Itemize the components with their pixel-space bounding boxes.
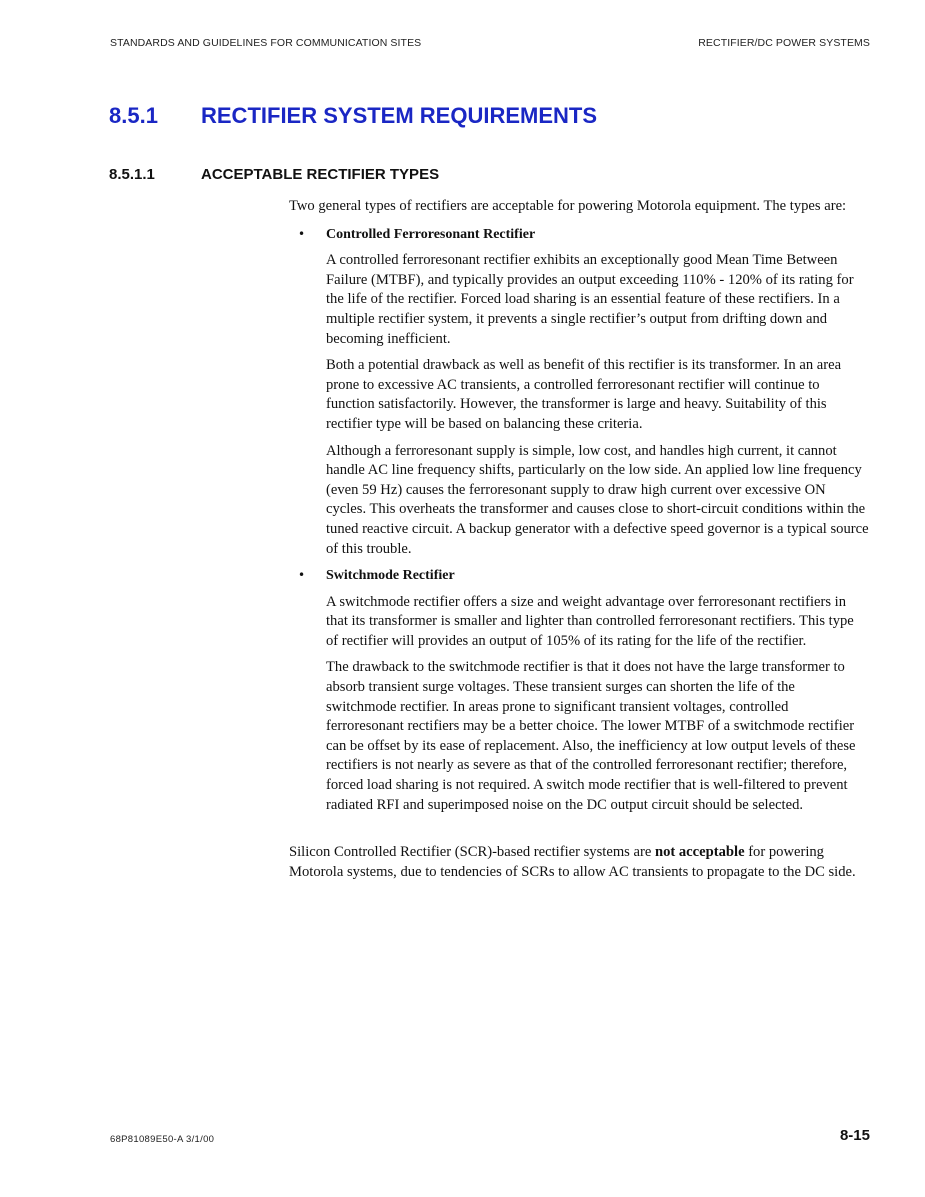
subsection-number: 8.5.1.1 [109, 166, 155, 183]
body-text [289, 197, 869, 882]
bullet-item [289, 566, 869, 586]
bullet-paragraph: A controlled ferroresonant rectifier exhibits an exceptionally good Mean Time Between Failure (MTBF), and typically provides an output exceeding 110% - 120% of its rating for the life of the rectifier. Forced load sharing is an essential feature of these rectifiers. In a multiple rectifier system, it prevents a single rectifier’s output from drifting down and becoming inefficient. [326, 252, 854, 347]
bullet-dot-icon: • [298, 568, 306, 583]
bullet-title: Controlled Ferroresonant Rectifier [326, 226, 536, 242]
section-title: RECTIFIER SYSTEM REQUIREMENTS [201, 103, 598, 128]
bullet-paragraph: A switchmode rectifier offers a size and weight advantage over ferroresonant rectifiers in that its transformer is smaller and lighter than controlled ferroresonant rectifiers. This type of rectifier will provides an output of 105% of its rating for the life of the rectifier. [326, 593, 854, 649]
page-header [110, 37, 870, 55]
bullet-paragraph: Both a potential drawback as well as benefit of this rectifier is its transformer. In an area prone to excessive AC transients, a controlled ferroresonant rectifier will continue to function satisfactorily. However, the transformer is large and heavy. Suitability of this rectifier type will be based on balancing these criteria. [326, 357, 842, 432]
closing-paragraph [289, 843, 869, 882]
bullet-dot-icon: • [298, 226, 306, 241]
page-number: 8-15 [839, 1127, 870, 1144]
document-id: 68P81089E50-A 3/1/00 [110, 1134, 215, 1145]
subsection-title: ACCEPTABLE RECTIFIER TYPES [201, 166, 440, 183]
closing-emphasis: not acceptable [654, 844, 745, 861]
bullet-item [289, 225, 869, 245]
header-left-text: STANDARDS AND GUIDELINES FOR COMMUNICATION SITES [110, 37, 422, 49]
intro-paragraph: Two general types of rectifiers are acceptable for powering Motorola equipment. The types are: [289, 198, 847, 214]
section-number: 8.5.1 [109, 103, 158, 128]
page-footer [110, 1127, 870, 1147]
header-right-text: RECTIFIER/DC POWER SYSTEMS [698, 37, 870, 49]
bullet-paragraph: The drawback to the switchmode rectifier is that it does not have the large transformer to absorb transient surge voltages. These transient surges can shorten the life of the switchmode rectifier. In areas prone to significant transient voltages, controlled ferroresonant rectifiers may be a better choice. The lower MTBF of a switchmode rectifier can be offset by its ease of replacement. Also, the inefficiency at low output levels of these rectifiers is not nearly as severe as that of the controlled ferroresonant rectifier; therefore, forced load sharing is not required. A switch mode rectifier that is well-filtered to prevent radiated RFI and superimposed noise on the DC output circuit should be selected. [326, 659, 856, 813]
bullet-paragraph: Although a ferroresonant supply is simple, low cost, and handles high current, it cannot handle AC line frequency shifts, particularly on the low side. An applied low line frequency (even 59 Hz) causes the ferroresonant supply to draw high current over excessive ON cycles. This overheats the transformer and causes close to short-circuit conditions within the tuned reactive circuit. A backup generator with a defective speed governor is a typical source of this trouble. [326, 442, 869, 557]
closing-text-before: Silicon Controlled Rectifier (SCR)-based rectifier systems are [289, 844, 655, 861]
closing-text-after: for powering Motorola systems, due to tendencies of SCRs to allow AC transients to propagate to the DC side. [289, 844, 856, 880]
bullet-title: Switchmode Rectifier [326, 568, 455, 584]
